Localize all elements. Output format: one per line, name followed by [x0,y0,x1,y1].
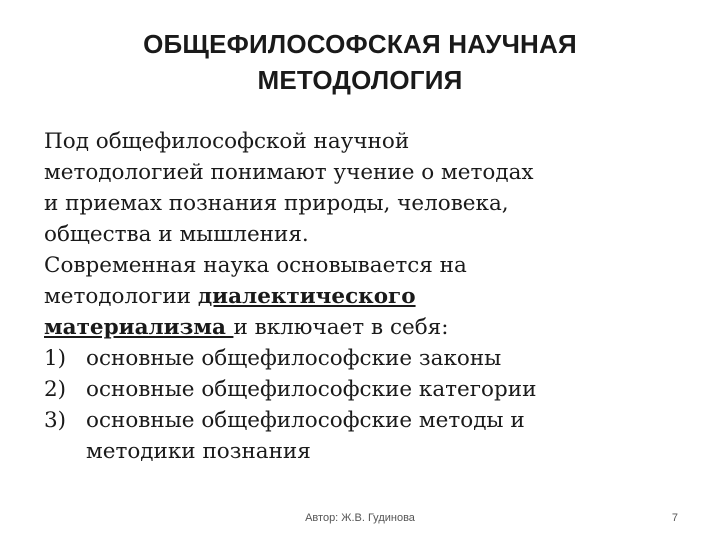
footer-author: Автор: Ж.В. Гудинова [305,512,415,524]
paragraph-2-line-2 [44,281,684,312]
slide-title [60,26,660,98]
slide-body [44,126,684,467]
paragraph-1-line-1: Под общефилософской научной [44,129,410,154]
paragraph-2-prefix: методологии [44,284,198,309]
list-item [44,343,684,374]
paragraph-1-line-2: методологией понимают учение о методах [44,160,534,185]
paragraph-2-line-3 [44,312,684,343]
dialectical-term: диалектического [197,284,416,309]
title-line-2: МЕТОДОЛОГИЯ [257,65,463,95]
list-item [44,405,684,467]
list-item-text-continued: методики познания [86,439,311,464]
definition-paragraph [44,126,684,250]
title-line-1: ОБЩЕФИЛОСОФСКАЯ НАУЧНАЯ [143,29,577,59]
paragraph-2-line-1: Современная наука основывается на [44,253,467,278]
materialism-term: материализма [44,315,234,340]
components-list [44,343,684,467]
list-item [44,374,684,405]
paragraph-1-line-4: общества и мышления. [44,222,309,247]
list-item-number: 2) [44,377,67,402]
list-item-text: основные общефилософские законы [86,346,502,371]
list-item-number: 1) [44,346,67,371]
paragraph-1-line-3: и приемах познания природы, человека, [44,191,509,216]
page-number: 7 [671,512,678,524]
modern-science-paragraph [44,250,684,343]
list-item-number: 3) [44,408,67,433]
list-item-text: основные общефилософские категории [86,377,537,402]
paragraph-2-suffix: и включает в себя: [233,315,449,340]
list-item-text: основные общефилософские методы и [86,408,525,433]
